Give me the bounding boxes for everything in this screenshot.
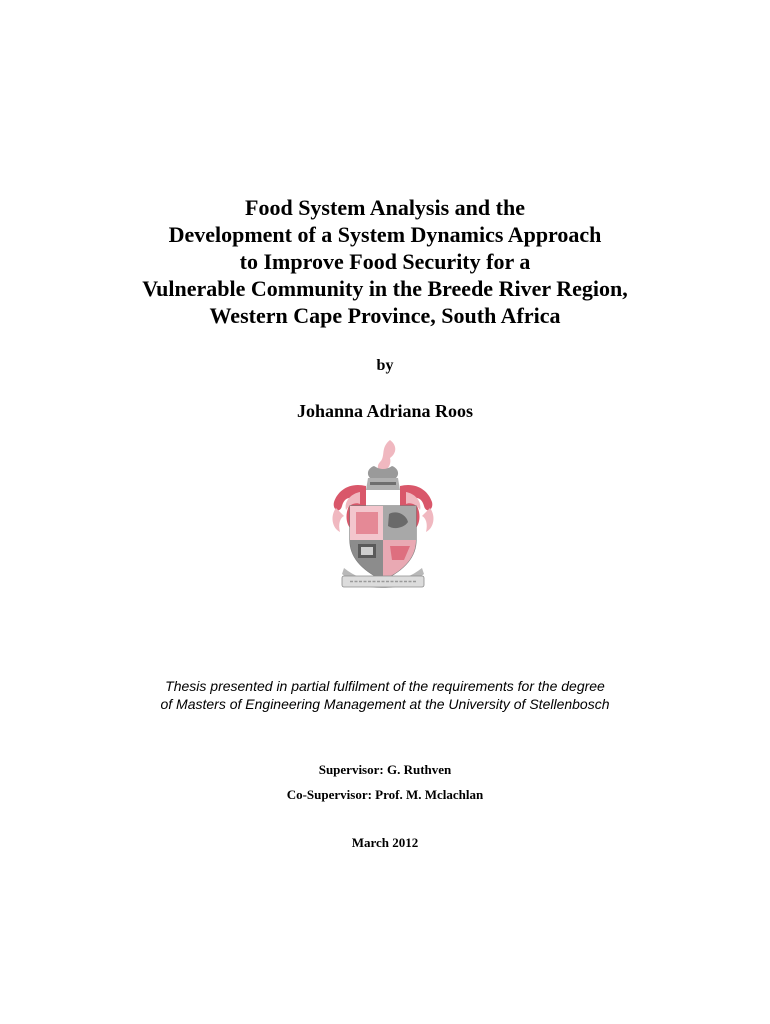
degree-statement-line: of Masters of Engineering Management at the University of Stellenbosch (160, 696, 610, 712)
thesis-title-line: Western Cape Province, South Africa (209, 303, 561, 328)
degree-statement-line: Thesis presented in partial fulfilment of the requirements for the degree (165, 678, 605, 694)
author-name: Johanna Adriana Roos (296, 401, 474, 421)
thesis-title-line: Development of a System Dynamics Approach (168, 222, 602, 247)
supervisor: Supervisor: G. Ruthven (318, 762, 452, 777)
by-label: by (376, 357, 394, 374)
degree-statement (60, 677, 710, 713)
thesis-title-line: to Improve Food Security for a (239, 249, 531, 274)
thesis-title (60, 194, 710, 329)
thesis-title-line: Vulnerable Community in the Breede River Region, (142, 276, 628, 301)
submission-date: March 2012 (351, 835, 419, 850)
university-crest-icon (320, 436, 446, 592)
co-supervisor: Co-Supervisor: Prof. M. Mclachlan (286, 787, 484, 802)
thesis-title-line: Food System Analysis and the (245, 195, 525, 220)
